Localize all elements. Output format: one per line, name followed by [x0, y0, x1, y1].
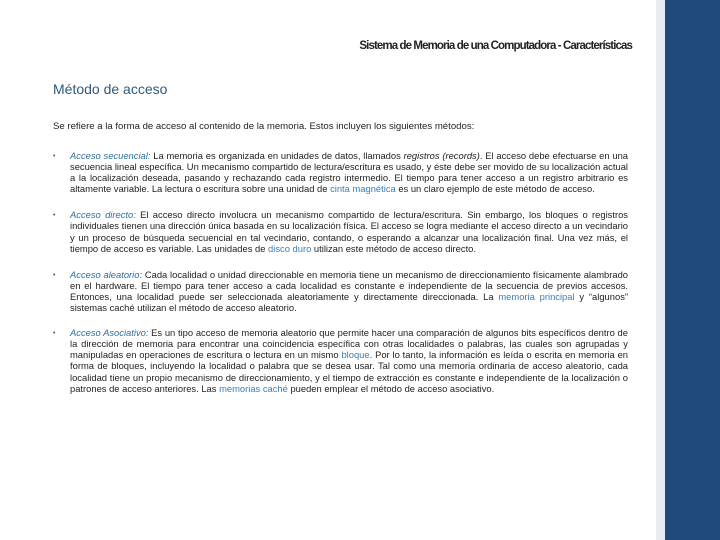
- link-disco-duro[interactable]: disco duro: [268, 242, 312, 254]
- item-text: y “algunos” sistemas caché utilizan el método de acceso aleatorio.: [70, 290, 629, 314]
- link-bloque[interactable]: bloque: [341, 349, 370, 361]
- item-text: La memoria es organizada en unidades de datos, llamados: [150, 150, 404, 161]
- item-italic-text: registros (records): [403, 150, 480, 161]
- list-item-sequential-access: [53, 150, 628, 194]
- item-text: Cada localidad o unidad direccionable en memoria tiene un mecanismo de direccionamiento físicamente alambrado en el hardware. El tiempo para tener acceso a cada localidad es constante e independiente de la secuencia de previos accesos. Entonces, una localidad puede ser seleccionada aleatoriamente y directamente direccionada. La: [70, 268, 629, 302]
- item-text: . El acceso debe efectuarse en una secuencia lineal específica. Un mecanismo compartido de lectura/escritura es usado, y éste debe ser movido de su localización actual a la localización deseada, pasando y rechazando cada registro intermedio. El tiempo para tener acceso a un registro arbitrario es altamente variable. La lectura o escritura sobre una unidad de: [70, 150, 628, 195]
- list-item-direct-access: [53, 209, 628, 253]
- item-text: utilizan este método de acceso directo.: [311, 242, 476, 254]
- item-text: Es un tipo acceso de memoria aleatorio que permite hacer una comparación de algunos bits específicos dentro de la dirección de memoria para encontrar una coincidencia específica con otras localidades o palabras, las cuales son agrupadas y manipuladas en operaciones de escritura o lectura en un mismo: [70, 327, 628, 361]
- sidebar-edge-strip: [656, 0, 665, 540]
- item-text: . Por lo tanto, la información es leída o escrita en memoria en forma de bloques, incluyendo la localidad o palabra que se desea usar. Tal como una memoria ordinaria de acceso aleatorio, cada localidad tiene un propio mecanismo de direccionamiento, y el tiempo de extracción es constante e independiente de la localización o patrones de acceso anteriores. Las: [70, 349, 628, 394]
- bullet-icon: •: [53, 271, 56, 279]
- item-term: Acceso directo:: [70, 209, 136, 221]
- item-term: Acceso aleatorio:: [70, 268, 143, 280]
- bullet-icon: •: [53, 153, 56, 160]
- right-accent-bar: [665, 0, 720, 540]
- list-item-associative-access: [53, 327, 628, 394]
- link-memorias-cache[interactable]: memorias caché: [219, 382, 288, 394]
- link-cinta-magnetica[interactable]: cinta magnética: [330, 183, 396, 195]
- link-memoria-principal[interactable]: memoria principal: [498, 290, 575, 302]
- item-text: es un claro ejemplo de este método de acceso.: [395, 183, 595, 195]
- item-term: Acceso Asociativo:: [70, 327, 149, 339]
- intro-paragraph: Se refiere a la forma de acceso al contenido de la memoria. Estos incluyen los siguientes métodos:: [53, 121, 475, 132]
- bullet-icon: •: [53, 212, 56, 220]
- item-term: Acceso secuencial:: [70, 150, 151, 161]
- bullet-icon: •: [53, 330, 56, 338]
- slide-header: Sistema de Memoria de una Computadora - Características: [359, 40, 632, 52]
- access-methods-list: [53, 150, 628, 394]
- section-title: Método de acceso: [53, 81, 168, 97]
- list-item-random-access: [53, 269, 628, 313]
- item-text: pueden emplear el método de acceso asociativo.: [287, 382, 495, 394]
- item-text: El acceso directo involucra un mecanismo compartido de lectura/escritura. Sin embargo, los bloques o registros individuales tienen una dirección única basada en su localización física. El acceso se logra mediante el acceso directo a un vecindario y un proceso de búsqueda secuencial en tal vecindario, contando, o esperando a alcanzar una localización final. Una vez más, el tiempo de acceso es variable. Las unidades de: [70, 209, 628, 254]
